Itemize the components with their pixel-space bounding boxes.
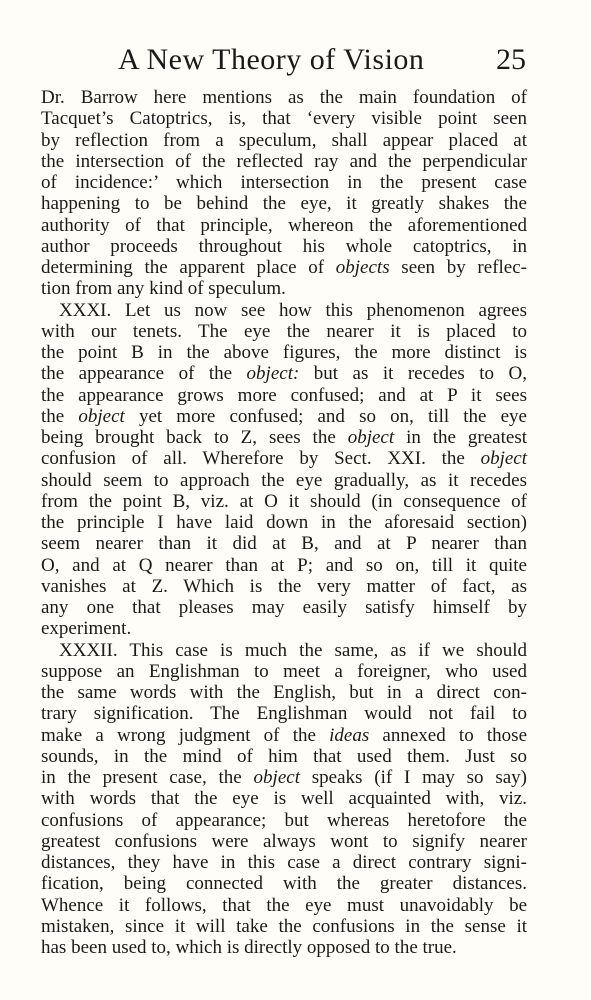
text-line: by reflection from a speculum, shall appear placed at	[41, 129, 527, 151]
text-line: has been used to, which is directly opposed to the true.	[41, 937, 457, 958]
text-line: determining the apparent place of objects seen by reflec-	[41, 257, 527, 278]
text-line: should seem to approach the eye gradually, as it recedes	[41, 469, 527, 491]
section-heading-line: XXXI. Let us now see how this phenomenon agrees	[59, 299, 527, 321]
text-line: the point B in the above figures, the more distinct is	[41, 342, 527, 363]
text-line: with words that the eye is well acquainted with, viz.	[41, 788, 527, 810]
text-line: with our tenets. The eye the nearer it is placed to	[41, 320, 527, 342]
text-line: O, and at Q nearer than at P; and so on, till it quite	[41, 554, 527, 576]
text-line: Whence it follows, that the eye must unavoidably be	[41, 894, 527, 916]
text-line: vanishes at Z. Which is the very matter of fact, as	[41, 575, 527, 597]
text-line: greatest confusions were always wont to signify nearer	[41, 830, 527, 852]
text-line: in the present case, the object speaks (if I may so say)	[41, 767, 527, 788]
text-line: fication, being connected with the greater distances.	[41, 873, 527, 895]
text-line: any one that pleases may easily satisfy himself by	[41, 597, 527, 618]
text-line: distances, they have in this case a direct contrary signi-	[41, 852, 527, 873]
body-text	[41, 87, 527, 958]
text-line: sounds, in the mind of him that used them. Just so	[41, 745, 527, 767]
text-line: tion from any kind of speculum.	[41, 278, 286, 300]
text-line: the intersection of the reflected ray and the perpendicular	[41, 150, 527, 172]
running-title: A New Theory of Vision	[118, 43, 425, 76]
text-line: confusions of appearance; but whereas heretofore the	[41, 809, 527, 831]
italic-word: object	[253, 767, 300, 788]
italic-word: object:	[246, 363, 300, 385]
text-line: mistaken, since it will take the confusions in the sense it	[41, 915, 527, 937]
text-line: experiment.	[41, 618, 132, 640]
text-line: Dr. Barrow here mentions as the main foundation of	[41, 87, 527, 108]
text-line: the appearance of the object: but as it recedes to O,	[41, 363, 527, 385]
text-line: suppose an Englishman to meet a foreigner, who used	[41, 660, 527, 682]
text-line: the principle I have laid down in the aforesaid section)	[41, 512, 527, 533]
italic-word: object	[480, 448, 527, 470]
text-line: from the point B, viz. at O it should (in consequence of	[41, 490, 527, 512]
section-heading-line: XXXII. This case is much the same, as if we should	[59, 639, 527, 661]
text-line: the appearance grows more confused; and at P it sees	[41, 384, 527, 406]
text-line: make a wrong judgment of the ideas annexed to those	[41, 724, 528, 746]
text-line: Tacquet’s Catoptrics, is, that ‘every visible point seen	[41, 108, 527, 130]
page-number: 25	[496, 43, 526, 76]
text-line: seem nearer than it did at B, and at P nearer than	[41, 533, 527, 555]
text-line: of incidence:’ which intersection in the present case	[41, 172, 527, 193]
italic-word: objects	[335, 257, 390, 278]
text-line: happening to be behind the eye, it greatly shakes the	[41, 193, 527, 215]
italic-word: ideas	[329, 724, 370, 746]
text-line: being brought back to Z, sees the object in the greatest	[41, 427, 527, 448]
text-line: author proceeds throughout his whole catoptrics, in	[41, 235, 527, 257]
running-head	[0, 40, 591, 80]
italic-word: object	[347, 427, 395, 448]
text-line: authority of that principle, whereon the aforementioned	[41, 214, 527, 236]
italic-word: object	[78, 405, 125, 427]
text-line: the same words with the English, but in a direct con-	[41, 682, 527, 703]
text-line: confusion of all. Wherefore by Sect. XXI. the object	[41, 448, 527, 470]
text-line: trary signification. The Englishman would not fail to	[41, 703, 527, 725]
text-line: the object yet more confused; and so on, till the eye	[41, 405, 527, 427]
